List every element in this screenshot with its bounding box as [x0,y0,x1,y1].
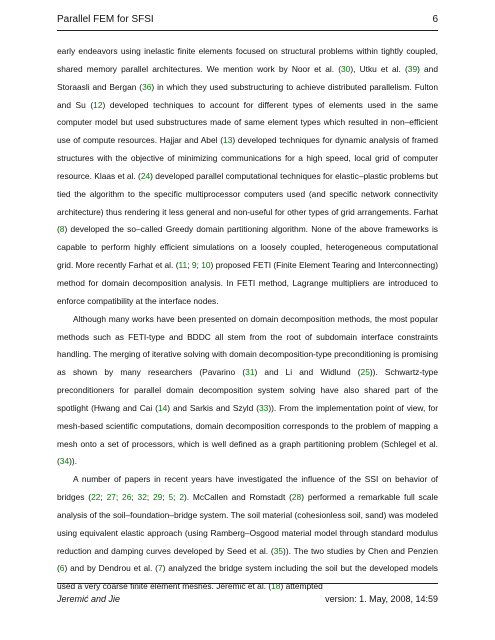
footer-version: version: 1. May, 2008, 14:59 [325,594,438,604]
citation-link[interactable]: 34 [59,456,70,467]
paragraph: early endeavors using inelastic finite elements focused on structural problems within tightly coupled, shared memory parallel architectures. We mention work by Noor et al. (30), Utku et al. (39) and Storaasli and Bergan (36) in which they used substructuring to achieve distributed parallelism. Fulton and Su (12) developed techniques to account for different types of elements used in the same computer model but used substructures made of same element types which resulted in non–efficient use of compute resources. Hajjar and Abel (13) developed techniques for dynamic analysis of framed structures with the objective of minimizing communications for a high speed, local grid of computer resource. Klaas et al. (24) developed parallel computational techniques for elastic–plastic problems but tied the algorithm to the specific multiprocessor computers used (and specific network connectivity architecture) thus rendering it less general and non-useful for other types of grid arrangements. Farhat (8) developed the so–called Greedy domain partitioning algorithm. None of the above frameworks is capable to perform highly efficient simulations on a loosely coupled, heterogeneous computational grid. More recently Farhat et al. (11; 9; 10) proposed FETI (Finite Element Tearing and Interconnecting) method for domain decomposition analysis. In FETI method, Lagrange multipliers are introduced to enforce compatibility at the interface nodes. [57,46,439,306]
citation-link[interactable]: 9 [191,260,197,271]
citation-link[interactable]: 7 [157,563,163,574]
citation-link[interactable]: 35 [273,545,284,556]
citation-link[interactable]: 30 [341,63,351,74]
citation-link[interactable]: 26 [122,492,132,503]
citation-link[interactable]: 22 [91,492,101,503]
header-rule [57,30,438,31]
running-footer [57,594,438,604]
footer-rule [57,583,438,584]
citation-link[interactable]: 31 [245,367,255,378]
citation-link[interactable]: 6 [59,563,65,574]
page-number: 6 [432,14,438,25]
paragraph: A number of papers in recent years have investigated the influence of the SSI on behavior of bridges (22; 27; 26; 32; 29; 5; 2). McCallen and Romstadt (28) performed a remarkable full scale analysis of the soil–foundation–bridge system. The soil material (cohesionless soil, sand) was modeled using equivalent elastic approach (using Ramberg–Osgood material model through standard modulus reduction and damping curves developed by Seed et al. (35)). The two studies by Chen and Penzien (6) and by Dendrou et al. (7) analyzed the bridge system including the soil but the developed models used a very coarse finite element meshes. Jeremić et al. (18) attempted [57,474,439,592]
citation-link[interactable]: 18 [271,581,281,592]
citation-link[interactable]: 39 [407,63,418,74]
citation-link[interactable]: 10 [201,260,211,271]
citation-link[interactable]: 13 [223,135,233,146]
citation-link[interactable]: 28 [291,492,302,503]
citation-link[interactable]: 33 [259,402,269,413]
paragraph: Although many works have been presented on domain decomposition methods, the most popular methods such as FETI-type and BDDC all stem from the root of subdomain interface constraints handling. The merging of iterative solving with domain decomposition-type preconditioning is promising as shown by many researchers (Pavarino (31) and Li and Widlund (25)). Schwartz-type preconditioners for parallel domain decomposition system solving have also shared part of the spotlight (Hwang and Cai (14) and Sarkis and Szyld (33)). From the implementation point of view, for mesh-based scientific computations, domain decomposition corresponds to the problem of mapping a mesh onto a set of processors, which is well defined as a graph partitioning problem (Schlegel et al. (34)). [57,313,438,467]
citation-link[interactable]: 25 [360,367,370,378]
citation-link[interactable]: 32 [137,492,147,503]
citation-link[interactable]: 5 [168,492,174,503]
citation-link[interactable]: 36 [142,81,152,92]
citation-link[interactable]: 27 [106,492,116,503]
citation-link[interactable]: 14 [157,402,168,413]
running-title: Parallel FEM for SFSI [57,14,154,25]
body-text [57,43,438,596]
running-header [57,14,438,25]
citation-link[interactable]: 29 [153,492,163,503]
citation-link[interactable]: 8 [59,224,65,235]
footer-authors: Jeremić and Jie [57,594,121,604]
citation-link[interactable]: 2 [179,492,184,503]
citation-link[interactable]: 11 [178,260,188,271]
citation-link[interactable]: 12 [93,99,103,110]
citation-link[interactable]: 24 [140,170,151,181]
